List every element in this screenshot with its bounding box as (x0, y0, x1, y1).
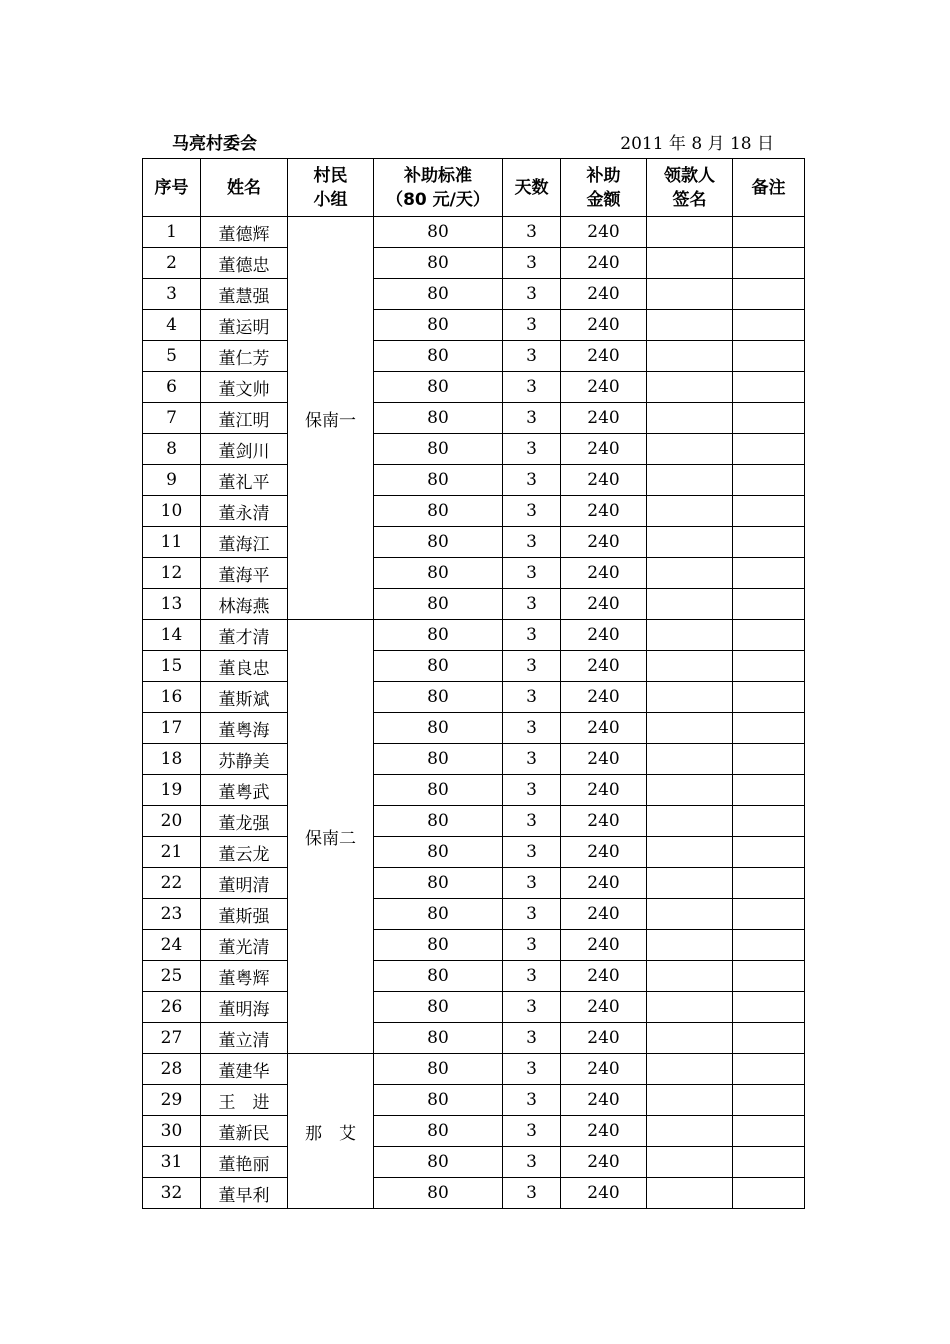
table-header-row (143, 159, 805, 217)
cell-seq: 18 (143, 744, 201, 775)
cell-amount: 240 (561, 434, 647, 465)
cell-name: 董剑川 (201, 434, 288, 465)
table-row (143, 744, 805, 775)
cell-standard: 80 (374, 620, 503, 651)
cell-name: 董斯斌 (201, 682, 288, 713)
header-col-name: 姓名 (201, 159, 288, 217)
cell-name: 董永清 (201, 496, 288, 527)
cell-days: 3 (503, 465, 561, 496)
cell-seq: 27 (143, 1023, 201, 1054)
cell-signature (647, 1147, 733, 1178)
cell-remarks (733, 1023, 805, 1054)
cell-signature (647, 775, 733, 806)
cell-name: 董粤武 (201, 775, 288, 806)
cell-amount: 240 (561, 992, 647, 1023)
cell-signature (647, 248, 733, 279)
cell-amount: 240 (561, 775, 647, 806)
cell-seq: 28 (143, 1054, 201, 1085)
cell-signature (647, 1178, 733, 1209)
cell-seq: 2 (143, 248, 201, 279)
header-col-days: 天数 (503, 159, 561, 217)
cell-seq: 19 (143, 775, 201, 806)
table-row (143, 651, 805, 682)
cell-days: 3 (503, 496, 561, 527)
cell-remarks (733, 403, 805, 434)
cell-name: 董慧强 (201, 279, 288, 310)
cell-amount: 240 (561, 279, 647, 310)
cell-standard: 80 (374, 1085, 503, 1116)
table-row (143, 434, 805, 465)
cell-signature (647, 899, 733, 930)
cell-days: 3 (503, 372, 561, 403)
cell-standard: 80 (374, 868, 503, 899)
cell-name: 董才清 (201, 620, 288, 651)
cell-signature (647, 651, 733, 682)
cell-amount: 240 (561, 310, 647, 341)
cell-amount: 240 (561, 744, 647, 775)
cell-remarks (733, 806, 805, 837)
cell-signature (647, 217, 733, 248)
cell-days: 3 (503, 713, 561, 744)
cell-days: 3 (503, 930, 561, 961)
cell-days: 3 (503, 961, 561, 992)
cell-remarks (733, 620, 805, 651)
cell-amount: 240 (561, 899, 647, 930)
cell-name: 董明海 (201, 992, 288, 1023)
table-row (143, 589, 805, 620)
cell-amount: 240 (561, 589, 647, 620)
cell-amount: 240 (561, 1147, 647, 1178)
table-row (143, 899, 805, 930)
cell-remarks (733, 465, 805, 496)
header-col-amount: 补助 金额 (561, 159, 647, 217)
cell-amount: 240 (561, 806, 647, 837)
cell-seq: 16 (143, 682, 201, 713)
cell-group: 那 艾 (288, 1054, 374, 1209)
cell-remarks (733, 744, 805, 775)
cell-remarks (733, 837, 805, 868)
cell-standard: 80 (374, 1054, 503, 1085)
cell-remarks (733, 651, 805, 682)
document-header (142, 129, 804, 155)
cell-signature (647, 527, 733, 558)
cell-days: 3 (503, 899, 561, 930)
cell-amount: 240 (561, 527, 647, 558)
cell-days: 3 (503, 682, 561, 713)
cell-name: 董江明 (201, 403, 288, 434)
cell-seq: 22 (143, 868, 201, 899)
cell-signature (647, 403, 733, 434)
cell-seq: 30 (143, 1116, 201, 1147)
cell-amount: 240 (561, 217, 647, 248)
cell-remarks (733, 372, 805, 403)
table-row (143, 217, 805, 248)
cell-signature (647, 496, 733, 527)
cell-amount: 240 (561, 620, 647, 651)
cell-seq: 6 (143, 372, 201, 403)
cell-amount: 240 (561, 1023, 647, 1054)
table-row (143, 868, 805, 899)
header-col-signature: 领款人 签名 (647, 159, 733, 217)
cell-standard: 80 (374, 496, 503, 527)
table-row (143, 558, 805, 589)
organization-name: 马亮村委会 (172, 134, 257, 154)
cell-amount: 240 (561, 961, 647, 992)
cell-name: 董云龙 (201, 837, 288, 868)
cell-name: 董粤辉 (201, 961, 288, 992)
cell-standard: 80 (374, 899, 503, 930)
cell-signature (647, 341, 733, 372)
cell-seq: 9 (143, 465, 201, 496)
cell-seq: 31 (143, 1147, 201, 1178)
cell-standard: 80 (374, 558, 503, 589)
cell-signature (647, 310, 733, 341)
cell-standard: 80 (374, 527, 503, 558)
cell-amount: 240 (561, 651, 647, 682)
cell-seq: 1 (143, 217, 201, 248)
cell-standard: 80 (374, 1023, 503, 1054)
cell-remarks (733, 279, 805, 310)
cell-remarks (733, 992, 805, 1023)
cell-standard: 80 (374, 713, 503, 744)
cell-days: 3 (503, 620, 561, 651)
table-row (143, 961, 805, 992)
cell-days: 3 (503, 806, 561, 837)
cell-seq: 5 (143, 341, 201, 372)
cell-remarks (733, 899, 805, 930)
cell-amount: 240 (561, 868, 647, 899)
cell-signature (647, 992, 733, 1023)
table-row (143, 1054, 805, 1085)
cell-standard: 80 (374, 1116, 503, 1147)
cell-days: 3 (503, 279, 561, 310)
cell-amount: 240 (561, 1054, 647, 1085)
cell-standard: 80 (374, 992, 503, 1023)
cell-days: 3 (503, 403, 561, 434)
cell-seq: 13 (143, 589, 201, 620)
cell-seq: 7 (143, 403, 201, 434)
cell-name: 董文帅 (201, 372, 288, 403)
cell-days: 3 (503, 651, 561, 682)
table-row (143, 930, 805, 961)
cell-group: 保南一 (288, 217, 374, 620)
table-row (143, 248, 805, 279)
cell-amount: 240 (561, 1178, 647, 1209)
cell-name: 董建华 (201, 1054, 288, 1085)
cell-name: 董新民 (201, 1116, 288, 1147)
cell-amount: 240 (561, 837, 647, 868)
cell-standard: 80 (374, 589, 503, 620)
cell-amount: 240 (561, 465, 647, 496)
cell-signature (647, 930, 733, 961)
cell-standard: 80 (374, 403, 503, 434)
table-row (143, 279, 805, 310)
cell-name: 董艳丽 (201, 1147, 288, 1178)
cell-days: 3 (503, 1147, 561, 1178)
cell-group: 保南二 (288, 620, 374, 1054)
document-date: 2011 年 8 月 18 日 (620, 134, 774, 154)
cell-days: 3 (503, 1085, 561, 1116)
cell-amount: 240 (561, 372, 647, 403)
cell-remarks (733, 868, 805, 899)
cell-days: 3 (503, 1116, 561, 1147)
cell-remarks (733, 713, 805, 744)
cell-name: 苏静美 (201, 744, 288, 775)
table-row (143, 1116, 805, 1147)
cell-standard: 80 (374, 837, 503, 868)
cell-name: 董运明 (201, 310, 288, 341)
cell-seq: 11 (143, 527, 201, 558)
cell-standard: 80 (374, 341, 503, 372)
header-col-remarks: 备注 (733, 159, 805, 217)
cell-remarks (733, 775, 805, 806)
table-row (143, 1023, 805, 1054)
cell-days: 3 (503, 992, 561, 1023)
cell-standard: 80 (374, 682, 503, 713)
cell-standard: 80 (374, 217, 503, 248)
cell-signature (647, 279, 733, 310)
cell-name: 董礼平 (201, 465, 288, 496)
cell-name: 王 进 (201, 1085, 288, 1116)
cell-remarks (733, 1116, 805, 1147)
cell-days: 3 (503, 248, 561, 279)
cell-standard: 80 (374, 1178, 503, 1209)
header-col-seq: 序号 (143, 159, 201, 217)
cell-remarks (733, 341, 805, 372)
cell-days: 3 (503, 434, 561, 465)
cell-name: 林海燕 (201, 589, 288, 620)
cell-standard: 80 (374, 465, 503, 496)
cell-amount: 240 (561, 248, 647, 279)
cell-name: 董早利 (201, 1178, 288, 1209)
cell-seq: 29 (143, 1085, 201, 1116)
cell-name: 董海江 (201, 527, 288, 558)
cell-amount: 240 (561, 930, 647, 961)
table-row (143, 527, 805, 558)
cell-name: 董斯强 (201, 899, 288, 930)
cell-seq: 10 (143, 496, 201, 527)
cell-remarks (733, 930, 805, 961)
table-row (143, 403, 805, 434)
cell-signature (647, 1116, 733, 1147)
cell-signature (647, 589, 733, 620)
cell-standard: 80 (374, 1147, 503, 1178)
cell-remarks (733, 1085, 805, 1116)
cell-signature (647, 372, 733, 403)
cell-standard: 80 (374, 775, 503, 806)
cell-amount: 240 (561, 713, 647, 744)
cell-remarks (733, 1178, 805, 1209)
table-row (143, 775, 805, 806)
table-row (143, 372, 805, 403)
table-body (143, 217, 805, 1209)
cell-seq: 21 (143, 837, 201, 868)
cell-standard: 80 (374, 248, 503, 279)
cell-name: 董粤海 (201, 713, 288, 744)
cell-signature (647, 682, 733, 713)
cell-seq: 15 (143, 651, 201, 682)
cell-days: 3 (503, 558, 561, 589)
cell-days: 3 (503, 589, 561, 620)
cell-amount: 240 (561, 682, 647, 713)
cell-name: 董立清 (201, 1023, 288, 1054)
cell-seq: 14 (143, 620, 201, 651)
header-col-standard: 补助标准 （80 元/天） (374, 159, 503, 217)
table-row (143, 682, 805, 713)
cell-remarks (733, 496, 805, 527)
cell-amount: 240 (561, 496, 647, 527)
cell-name: 董龙强 (201, 806, 288, 837)
table-row (143, 1147, 805, 1178)
cell-signature (647, 1023, 733, 1054)
table-row (143, 992, 805, 1023)
cell-days: 3 (503, 744, 561, 775)
cell-standard: 80 (374, 434, 503, 465)
cell-signature (647, 744, 733, 775)
cell-seq: 8 (143, 434, 201, 465)
cell-seq: 24 (143, 930, 201, 961)
cell-remarks (733, 527, 805, 558)
cell-signature (647, 1054, 733, 1085)
cell-days: 3 (503, 837, 561, 868)
cell-name: 董仁芳 (201, 341, 288, 372)
cell-days: 3 (503, 1178, 561, 1209)
table-row (143, 496, 805, 527)
cell-standard: 80 (374, 279, 503, 310)
table-row (143, 620, 805, 651)
cell-standard: 80 (374, 310, 503, 341)
cell-amount: 240 (561, 403, 647, 434)
table-row (143, 837, 805, 868)
cell-remarks (733, 1147, 805, 1178)
cell-signature (647, 868, 733, 899)
cell-days: 3 (503, 527, 561, 558)
cell-standard: 80 (374, 651, 503, 682)
cell-signature (647, 558, 733, 589)
cell-name: 董良忠 (201, 651, 288, 682)
cell-remarks (733, 217, 805, 248)
cell-amount: 240 (561, 558, 647, 589)
cell-seq: 32 (143, 1178, 201, 1209)
cell-days: 3 (503, 1054, 561, 1085)
cell-standard: 80 (374, 930, 503, 961)
header-col-group: 村民 小组 (288, 159, 374, 217)
cell-days: 3 (503, 1023, 561, 1054)
cell-signature (647, 465, 733, 496)
table-row (143, 1085, 805, 1116)
cell-remarks (733, 589, 805, 620)
cell-seq: 4 (143, 310, 201, 341)
table-row (143, 465, 805, 496)
cell-signature (647, 434, 733, 465)
cell-seq: 3 (143, 279, 201, 310)
cell-name: 董德忠 (201, 248, 288, 279)
cell-name: 董海平 (201, 558, 288, 589)
table-row (143, 310, 805, 341)
cell-days: 3 (503, 310, 561, 341)
cell-standard: 80 (374, 372, 503, 403)
cell-standard: 80 (374, 806, 503, 837)
table-row (143, 1178, 805, 1209)
cell-remarks (733, 310, 805, 341)
cell-signature (647, 713, 733, 744)
cell-signature (647, 806, 733, 837)
cell-name: 董德辉 (201, 217, 288, 248)
cell-seq: 17 (143, 713, 201, 744)
table-row (143, 713, 805, 744)
cell-amount: 240 (561, 341, 647, 372)
cell-standard: 80 (374, 744, 503, 775)
table-row (143, 806, 805, 837)
cell-remarks (733, 434, 805, 465)
table-row (143, 341, 805, 372)
cell-name: 董明清 (201, 868, 288, 899)
cell-signature (647, 837, 733, 868)
cell-seq: 20 (143, 806, 201, 837)
cell-seq: 23 (143, 899, 201, 930)
cell-signature (647, 1085, 733, 1116)
cell-amount: 240 (561, 1085, 647, 1116)
subsidy-roster-table (142, 158, 805, 1209)
cell-days: 3 (503, 217, 561, 248)
cell-name: 董光清 (201, 930, 288, 961)
cell-signature (647, 620, 733, 651)
cell-signature (647, 961, 733, 992)
cell-seq: 26 (143, 992, 201, 1023)
cell-amount: 240 (561, 1116, 647, 1147)
cell-remarks (733, 248, 805, 279)
cell-days: 3 (503, 341, 561, 372)
cell-seq: 25 (143, 961, 201, 992)
cell-remarks (733, 558, 805, 589)
cell-seq: 12 (143, 558, 201, 589)
cell-days: 3 (503, 775, 561, 806)
cell-remarks (733, 682, 805, 713)
cell-standard: 80 (374, 961, 503, 992)
cell-days: 3 (503, 868, 561, 899)
cell-remarks (733, 1054, 805, 1085)
cell-remarks (733, 961, 805, 992)
